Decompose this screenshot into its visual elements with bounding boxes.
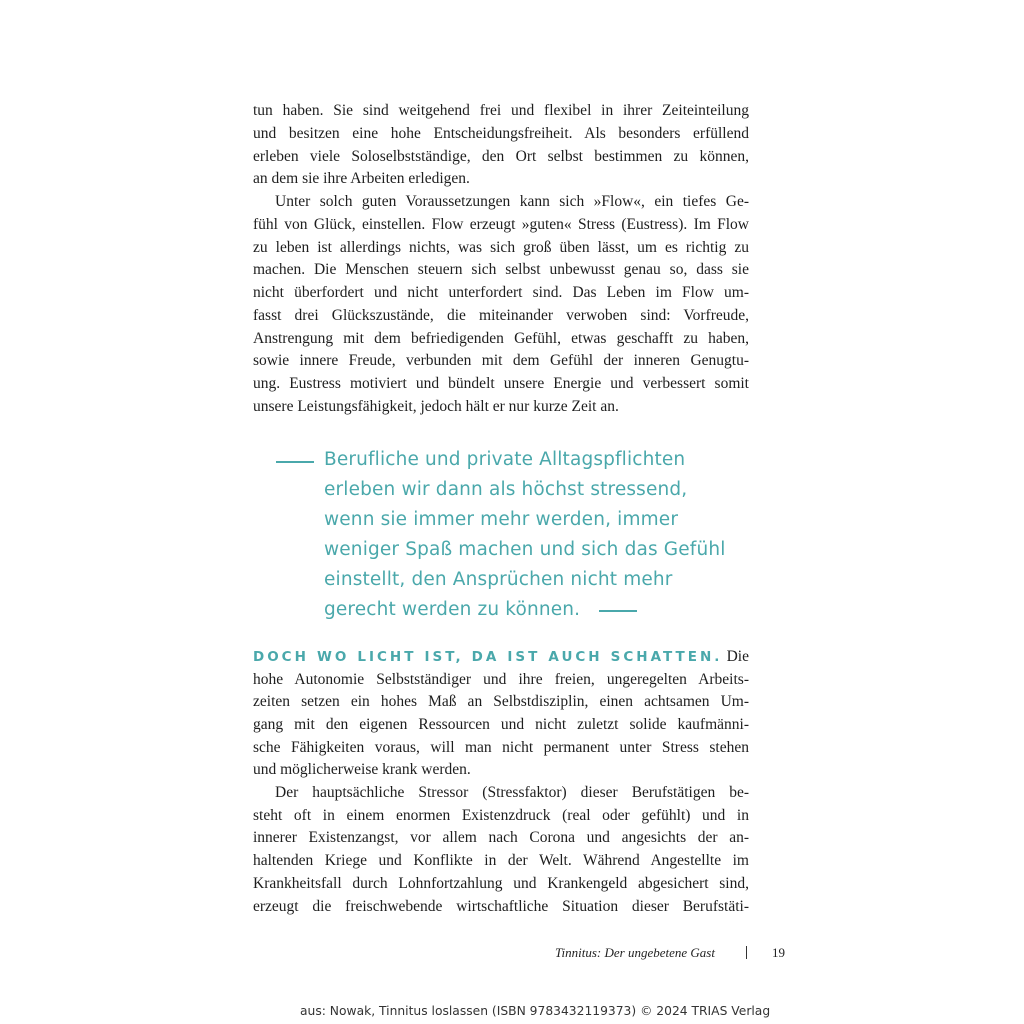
text-line: zeiten setzen ein hohes Maß an Selbstdisziplin, einen achtsamen Um- (253, 693, 749, 710)
text-line: erzeugt die freischwebende wirtschaftliche Situation dieser Berufstäti- (253, 898, 749, 915)
text-line: und besitzen eine hohe Entscheidungsfreiheit. Als besonders erfüllend (253, 125, 749, 142)
text-line: unsere Leistungsfähigkeit, jedoch hält er nur kurze Zeit an. (253, 398, 619, 415)
quote-line: weniger Spaß machen und sich das Gefühl (324, 539, 726, 560)
quote-line: Berufliche und private Alltagspflichten (324, 449, 686, 470)
text-line: nicht überfordert und nicht unterfordert sind. Das Leben im Flow um- (253, 284, 749, 301)
text-line: sowie innere Freude, verbunden mit dem Gefühl der inneren Genugtu- (253, 352, 749, 369)
text-line: fühl von Glück, einstellen. Flow erzeugt »guten« Stress (Eustress). Im Flow (253, 216, 749, 233)
quote-close-dash (599, 610, 637, 612)
footer-divider (746, 946, 747, 959)
text-line: steht oft in einem enormen Existenzdruck (real oder gefühlt) und in (253, 807, 749, 824)
text-line: und möglicherweise krank werden. (253, 761, 471, 778)
text-line: Unter solch guten Voraussetzungen kann sich »Flow«, ein tiefes Ge- (275, 193, 749, 210)
text-line: Krankheitsfall durch Lohnfortzahlung und Krankengeld abgesichert sind, (253, 875, 749, 892)
page-number: 19 (772, 945, 785, 960)
text-line: an dem sie ihre Arbeiten erledigen. (253, 170, 470, 187)
text-line: zu leben ist allerdings nichts, was sich groß üben lässt, um es richtig zu (253, 239, 749, 256)
quote-line: erleben wir dann als höchst stressend, (324, 479, 688, 500)
text-line: tun haben. Sie sind weitgehend frei und flexibel in ihrer Zeiteinteilung (253, 102, 749, 119)
text-line: ung. Eustress motiviert und bündelt unsere Energie und verbessert somit (253, 375, 749, 392)
quote-line: wenn sie immer mehr werden, immer (324, 509, 679, 530)
source-citation: aus: Nowak, Tinnitus loslassen (ISBN 9783432119373) © 2024 TRIAS Verlag (300, 1004, 771, 1018)
text-line: hohe Autonomie Selbstständiger und ihre freien, ungeregelten Arbeits- (253, 671, 749, 688)
section-heading: DOCH WO LICHT IST, DA IST AUCH SCHATTEN. (253, 649, 723, 665)
text-line: fasst drei Glückszustände, die miteinander verwoben sind: Vorfreude, (253, 307, 749, 324)
text-line: haltenden Kriege und Konflikte in der Welt. Während Angestellte im (253, 852, 749, 869)
text-line: Anstrengung mit dem befriedigenden Gefühl, etwas geschafft zu haben, (253, 330, 749, 347)
quote-line: gerecht werden zu können. (324, 599, 581, 620)
text-line: gang mit den eigenen Ressourcen und nicht zuletzt solide kaufmänni- (253, 716, 749, 733)
text-line: Der hauptsächliche Stressor (Stressfaktor) dieser Berufstätigen be- (275, 784, 749, 801)
text-line: machen. Die Menschen steuern sich selbst unbewusst genau so, dass sie (253, 261, 749, 278)
quote-line: einstellt, den Ansprüchen nicht mehr (324, 569, 673, 590)
running-footer-title: Tinnitus: Der ungebetene Gast (555, 945, 715, 960)
text-line: sche Fähigkeiten voraus, will man nicht permanent unter Stress stehen (253, 739, 749, 756)
text-line: erleben viele Soloselbstständige, den Ort selbst bestimmen zu können, (253, 148, 749, 165)
heading-line (253, 646, 749, 669)
heading-line-rest: Die (726, 648, 749, 665)
text-line: innerer Existenzangst, vor allem nach Corona und angesichts der an- (253, 829, 749, 846)
quote-open-dash (276, 461, 314, 463)
